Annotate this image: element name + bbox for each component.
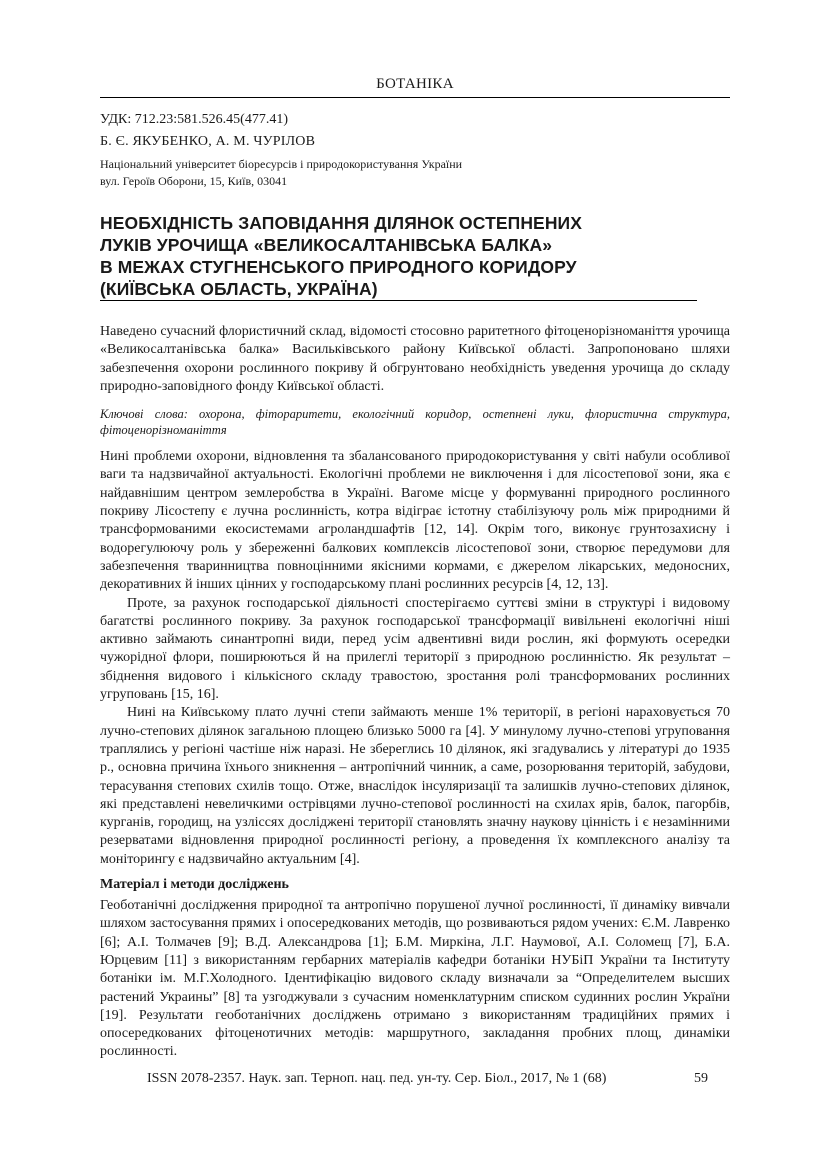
body-paragraph: Проте, за рахунок господарської діяльності спостерігаємо суттєві зміни в структурі і видовому багатстві рослинного покриву. За рахунок господарської трансформації вивільнені екологічні ніші активно займають синантропні види, перед усім адвентивні види рослин, які формують осередки чужорідної флори, поширюються й на прилеглі території з природною рослинністю. Як результат – збіднення видового і кількісного складу травостою, зростання ролі трансформованих рослинних угруповань [15, 16]. [100,595,730,703]
title-underline [100,300,697,301]
body-paragraph: Нині проблеми охорони, відновлення та збалансованого природокористування у світі набули особливої ваги та надзвичайної актуальності. Екологічні проблеми не виключення і для лісостепової зони, яка є найдавнішим центром землеробства в Україні. Вагоме місце у формуванні природного рослинного покриву Лісостепу є лучна рослинність, котра відіграє істотну стабілізуючу роль між природними й трансформованими екосистемами агроландшафтів [12, 14]. Окрім того, виконує грунтозахисну і водорегулюючу роль у збереженні балкових комплексів лісостепової зони, створює передумови для забезпечення тваринництва повноцінними якісними кормами, є джерелом лікарських, медоносних, декоративних й інших цінних у господарському плані рослинних ресурсів [4, 12, 13]. [100,449,730,593]
title-line: НЕОБХІДНІСТЬ ЗАПОВІДАННЯ ДІЛЯНОК ОСТЕПНЕНИХ [100,213,583,233]
affiliation-name: Національний університет біоресурсів і природокористування України [100,157,463,171]
abstract: Наведено сучасний флористичний склад, відомості стосовно раритетного фітоценорізноманіття урочища «Великосалтанівська балка» Васильківського району Київської області. Запропоновано шляхи забезпечення охорони рослинного покриву й обгрунтовано необхідність уведення урочища до складу природно-заповідного фонду Київської області. [100,324,730,394]
page-number: 59 [694,1071,708,1086]
section-heading: Матеріал і методи досліджень [100,877,289,893]
title-line: (КИЇВСЬКА ОБЛАСТЬ, УКРАЇНА) [100,279,378,299]
running-head: БОТАНІКА [100,76,730,98]
article-page [100,76,730,1062]
title-line: ЛУКІВ УРОЧИЩА «ВЕЛИКОСАЛТАНІВСЬКА БАЛКА» [100,235,553,255]
keywords: Ключові слова: охорона, фітораритети, екологічний коридор, остепнені луки, флористична структура, фітоценорізноманіття [100,407,730,438]
journal-citation: ISSN 2078-2357. Наук. зап. Терноп. нац. пед. ун-ту. Сер. Біол., 2017, № 1 (68) [147,1071,607,1086]
authors: Б. Є. ЯКУБЕНКО, А. М. ЧУРІЛОВ [100,134,316,149]
article-title [100,212,730,300]
body-paragraph: Геоботанічні дослідження природної та антропічно порушеної лучної рослинності, її динаміку вивчали шляхом застосування прямих і опосередкованих методів, що розвиваються рядом учених: Є.М. Лавренко [6]; А.І. Толмачев [9]; В.Д. Александрова [1]; Б.М. Миркіна, Л.Г. Наумової, А.І. Соломещ [7], Б.А. Юрцевим [11] з використанням гербарних матеріалів кафедри ботаніки НУБіП України та Інституту ботаніки ім. М.Г.Холодного. Ідентифікацію видового складу визначали за “Определителем высших растений Украины” [8] та узгоджували з сучасним номенклатурним списком судинних рослин України [19]. Результати геоботанічних досліджень отримано з використанням традиційних прямих і опосередкованих фітоценотичних методів: маршрутного, закладання пробних площ, динаміки рослинності. [100,898,730,1060]
title-line: В МЕЖАХ СТУГНЕНСЬКОГО ПРИРОДНОГО КОРИДОРУ [100,257,577,277]
udc-code: УДК: 712.23:581.526.45(477.41) [100,112,288,127]
affiliation-address: вул. Героїв Оборони, 15, Київ, 03041 [100,174,288,188]
article-body [100,448,730,1062]
body-paragraph: Нині на Київському плато лучні степи займають менше 1% території, в регіоні нараховується 70 лучно-степових ділянок загальною площею близько 5000 га [4]. У минулому лучно-степові угруповання траплялись у регіоні частіше ніж наразі. Не збереглись 10 ділянок, які згадувались у літературі до 1935 р., основна причина їхнього зникнення – антропічний чинник, а саме, розорювання територій, забудови, терасування степових схилів тощо. Отже, внаслідок інсуляризації та залишків лучно-степових ділянок, які представлені невеличкими острівцями лучно-степової рослинності на схилах ярів, балок, пагорбів, курганів, городищ, на узліссях досліджені території становлять значну наукову цінність і є незамінними резерватами відновлення природної рослинності регіону, а проведення їх комплексного аналізу та моніторингу є надзвичайно актуальним [4]. [100,705,730,867]
